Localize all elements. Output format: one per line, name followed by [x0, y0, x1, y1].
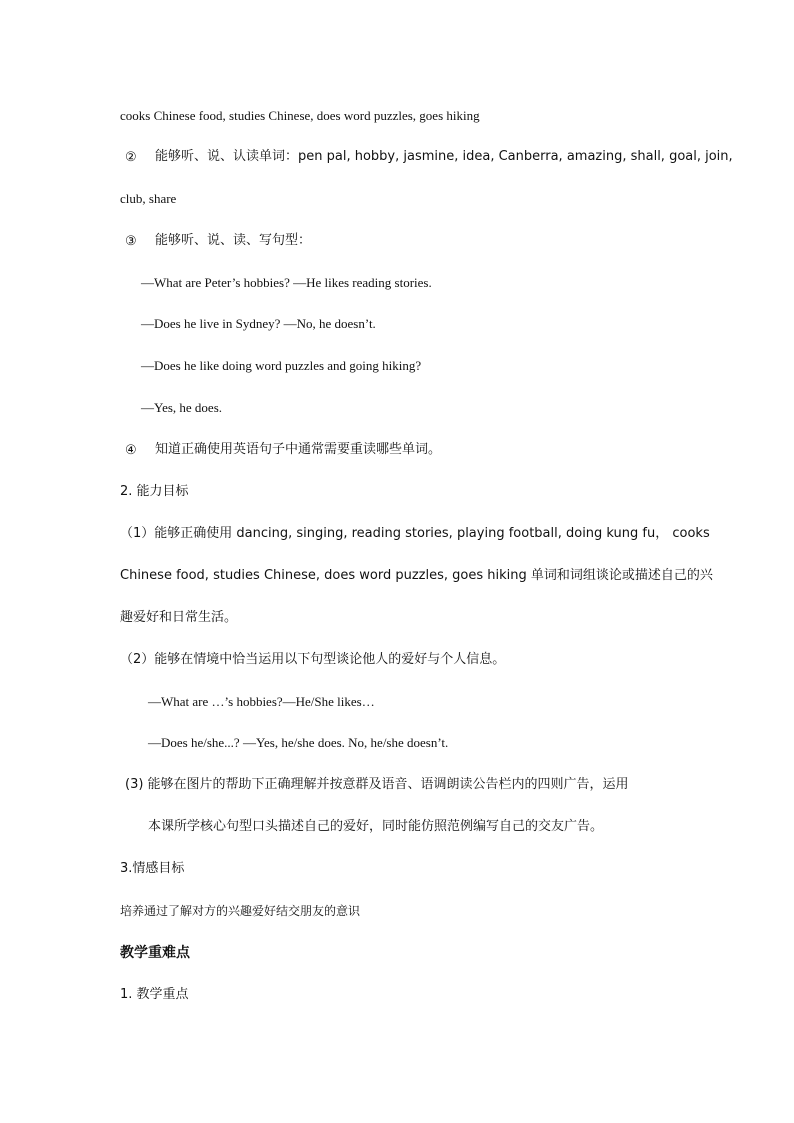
- text-line: 培养通过了解对方的兴趣爱好结交朋友的意识: [120, 904, 361, 918]
- dialogue-line: —Does he/she...? —Yes, he/she does. No, he/she doesn’t.: [148, 735, 449, 750]
- text-line: Chinese food, studies Chinese, does word puzzles, goes hiking 单词和词组谈论或描述自己的兴: [120, 568, 713, 583]
- text-line: 趣爱好和日常生活。: [120, 610, 238, 625]
- text-line: 知道正确使用英语句子中通常需要重读哪些单词。: [155, 442, 442, 457]
- dialogue-line: —Yes, he does.: [141, 400, 223, 415]
- list-marker: ④: [125, 442, 137, 457]
- text-line: （1）能够正确使用 dancing, singing, reading stories, playing football, doing kung fu， cooks: [120, 526, 710, 541]
- text-line: 本课所学核心句型口头描述自己的爱好，同时能仿照范例编写自己的交友广告。: [148, 819, 604, 834]
- text-line: 能够听、说、读、写句型：: [155, 233, 312, 248]
- text-line: (3) 能够在图片的帮助下正确理解并按意群及语音、语调朗读公告栏内的四则广告，运用: [125, 777, 629, 792]
- section-heading: 教学重难点: [120, 945, 190, 961]
- list-marker: ③: [125, 233, 137, 248]
- text-line: club, share: [120, 191, 177, 206]
- list-marker: ②: [125, 149, 137, 164]
- text-line: cooks Chinese food, studies Chinese, does word puzzles, goes hiking: [120, 108, 480, 123]
- text-line: （2）能够在情境中恰当运用以下句型谈论他人的爱好与个人信息。: [120, 652, 506, 667]
- section-heading: 1. 教学重点: [120, 987, 189, 1002]
- section-heading: 3.情感目标: [120, 861, 185, 876]
- dialogue-line: —What are …’s hobbies?—He/She likes…: [148, 694, 375, 709]
- dialogue-line: —What are Peter’s hobbies? —He likes reading stories.: [141, 275, 432, 290]
- section-heading: 2. 能力目标: [120, 484, 189, 499]
- text-line: 能够听、说、认读单词：pen pal, hobby, jasmine, idea, Canberra, amazing, shall, goal, join,: [155, 149, 733, 164]
- dialogue-line: —Does he like doing word puzzles and going hiking?: [141, 358, 422, 373]
- dialogue-line: —Does he live in Sydney? —No, he doesn’t.: [141, 316, 376, 331]
